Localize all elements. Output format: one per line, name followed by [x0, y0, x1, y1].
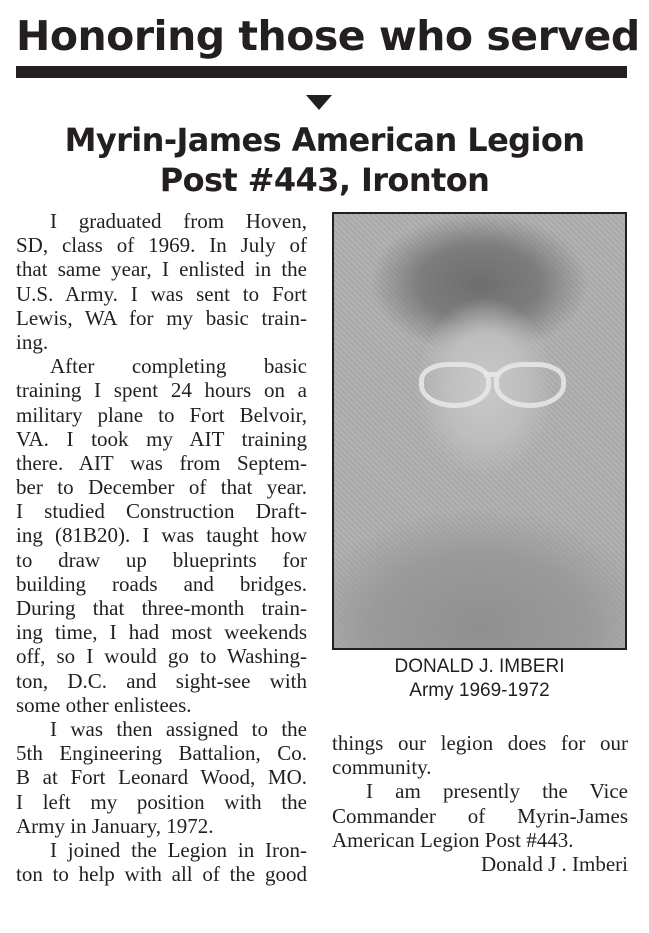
text-line: I studied Construction Draft-	[16, 499, 307, 524]
text-line: ton, D.C. and sight-see with	[16, 668, 307, 693]
text-line: VA. I took my AIT training	[16, 426, 307, 451]
portrait-photo	[332, 212, 627, 650]
text-line: I left my position with the	[16, 789, 307, 814]
headline-line-1: Myrin-James American Legion	[64, 121, 585, 159]
article-column-left	[16, 209, 307, 886]
text-line: B at Fort Leonard Wood, MO.	[16, 765, 307, 790]
text-line: I joined the Legion in Iron-	[50, 837, 307, 862]
caption-name: DONALD J. IMBERI	[394, 656, 565, 677]
headline	[0, 120, 649, 200]
rule-bar	[16, 66, 627, 78]
text-line: that same year, I enlisted in the	[16, 257, 307, 282]
text-line: SD, class of 1969. In July of	[16, 233, 307, 258]
photo-detail-glasses-right	[494, 362, 566, 408]
photo-caption	[332, 655, 627, 703]
down-triangle-icon	[306, 95, 332, 110]
text-line: community.	[332, 755, 432, 780]
text-line: ing (81B20). I was taught how	[16, 523, 307, 548]
text-line: 5th Engineering Battalion, Co.	[16, 741, 307, 766]
text-line: After completing basic	[50, 354, 307, 379]
text-line: ton to help with all of the good	[16, 862, 307, 887]
text-line: off, so I would go to Washing-	[16, 644, 307, 669]
text-line: I graduated from Hoven,	[50, 209, 307, 233]
text-line: Lewis, WA for my basic train-	[16, 305, 307, 330]
text-line: During that three-month train-	[16, 596, 307, 620]
text-line: ing.	[16, 329, 49, 354]
text-line: ber to December of that year.	[16, 475, 307, 500]
photo-detail-glasses-left	[419, 362, 491, 408]
caption-service: Army 1969-1972	[409, 680, 550, 701]
text-line: military plane to Fort Belvoir,	[16, 402, 307, 427]
author-signature: Donald J . Imberi	[481, 851, 628, 876]
text-line: I am presently the Vice	[366, 779, 628, 804]
text-line: U.S. Army. I was sent to Fort	[16, 281, 307, 306]
headline-line-2: Post #443, Ironton	[159, 161, 490, 199]
text-line: to draw up blueprints for	[16, 547, 307, 572]
text-line: Army in January, 1972.	[16, 813, 214, 838]
text-line: I was then assigned to the	[50, 716, 307, 741]
section-kicker: Honoring those who served	[16, 12, 640, 60]
text-line: things our legion does for our	[332, 731, 628, 755]
text-line: building roads and bridges.	[16, 571, 307, 596]
text-line: some other enlistees.	[16, 692, 192, 717]
text-line: ing time, I had most weekends	[16, 620, 307, 645]
text-line: there. AIT was from Septem-	[16, 450, 307, 475]
article-column-right	[332, 731, 628, 876]
text-line: training I spent 24 hours on a	[16, 378, 307, 403]
text-line: Commander of Myrin-James	[332, 803, 628, 828]
text-line: American Legion Post #443.	[332, 827, 574, 852]
